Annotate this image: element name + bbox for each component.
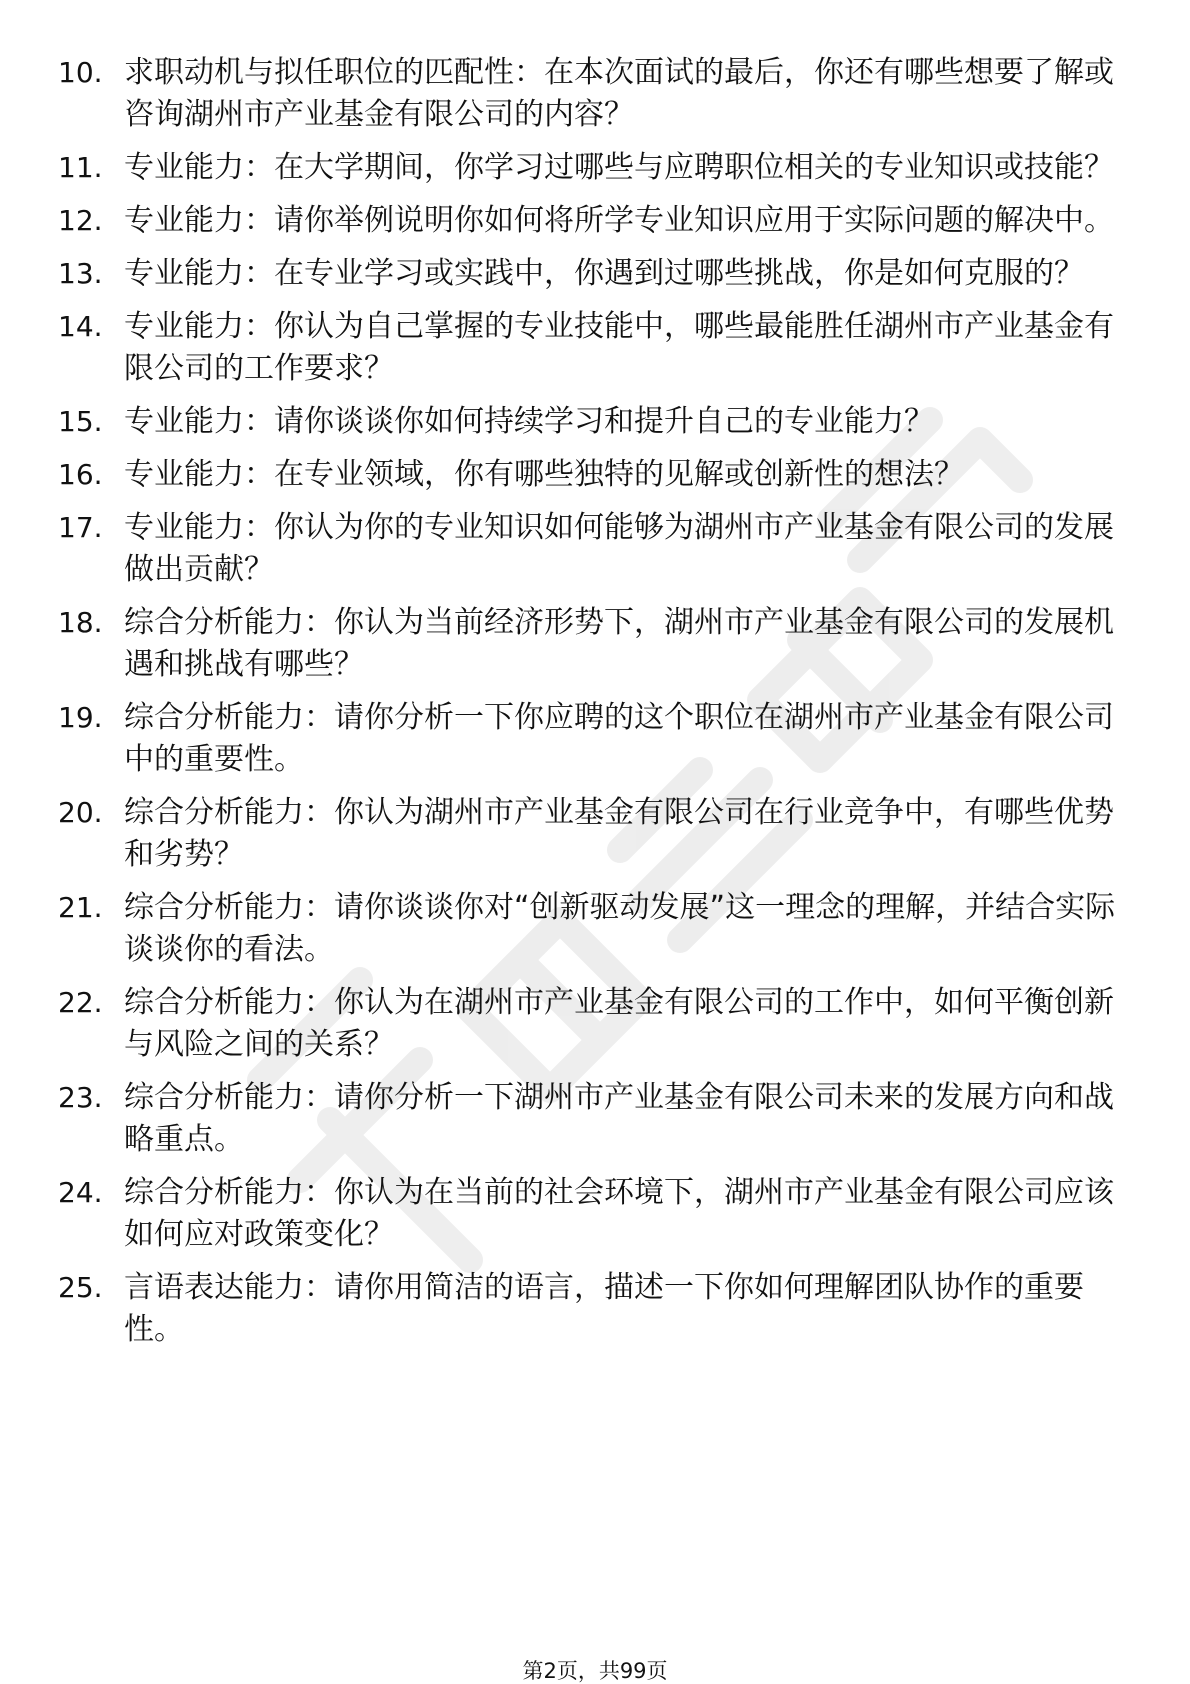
- question-number: 11.: [58, 151, 103, 184]
- question-text: 专业能力：你认为自己掌握的专业技能中，哪些最能胜任湖州市产业基金有限公司的工作要求？: [124, 309, 1114, 386]
- question-text: 综合分析能力：请你分析一下湖州市产业基金有限公司未来的发展方向和战略重点。: [124, 1080, 1114, 1157]
- question-item: [58, 454, 1118, 496]
- question-item: [58, 253, 1118, 295]
- question-number: 17.: [58, 511, 103, 544]
- question-text: 专业能力：你认为你的专业知识如何能够为湖州市产业基金有限公司的发展做出贡献？: [124, 510, 1114, 587]
- question-item: [58, 982, 1118, 1066]
- question-number: 14.: [58, 310, 103, 343]
- question-text: 专业能力：请你举例说明你如何将所学专业知识应用于实际问题的解决中。: [124, 203, 1114, 238]
- question-text: 求职动机与拟任职位的匹配性：在本次面试的最后，你还有哪些想要了解或咨询湖州市产业基金有限公司的内容？: [124, 55, 1114, 132]
- question-number: 16.: [58, 458, 103, 491]
- question-item: [58, 401, 1118, 443]
- question-number: 20.: [58, 796, 103, 829]
- question-item: [58, 306, 1118, 390]
- question-number: 21.: [58, 891, 103, 924]
- question-text: 综合分析能力：你认为当前经济形势下，湖州市产业基金有限公司的发展机遇和挑战有哪些？: [124, 605, 1114, 682]
- question-number: 15.: [58, 405, 103, 438]
- question-item: [58, 792, 1118, 876]
- question-text: 专业能力：请你谈谈你如何持续学习和提升自己的专业能力？: [124, 404, 934, 439]
- question-item: [58, 147, 1118, 189]
- question-number: 23.: [58, 1081, 103, 1114]
- question-item: [58, 200, 1118, 242]
- question-text: 专业能力：在专业领域，你有哪些独特的见解或创新性的想法？: [124, 457, 964, 492]
- question-text: 专业能力：在专业学习或实践中，你遇到过哪些挑战，你是如何克服的？: [124, 256, 1084, 291]
- question-number: 22.: [58, 986, 103, 1019]
- question-text: 言语表达能力：请你用简洁的语言，描述一下你如何理解团队协作的重要性。: [124, 1270, 1084, 1347]
- question-text: 综合分析能力：你认为在当前的社会环境下，湖州市产业基金有限公司应该如何应对政策变化？: [124, 1175, 1114, 1252]
- question-item: [58, 1267, 1118, 1351]
- question-text: 专业能力：在大学期间，你学习过哪些与应聘职位相关的专业知识或技能？: [124, 150, 1114, 185]
- question-text: 综合分析能力：你认为湖州市产业基金有限公司在行业竞争中，有哪些优势和劣势？: [124, 795, 1114, 872]
- question-item: [58, 1172, 1118, 1256]
- question-number: 12.: [58, 204, 103, 237]
- question-text: 综合分析能力：你认为在湖州市产业基金有限公司的工作中，如何平衡创新与风险之间的关系？: [124, 985, 1114, 1062]
- question-text: 综合分析能力：请你谈谈你对“创新驱动发展”这一理念的理解，并结合实际谈谈你的看法。: [124, 890, 1116, 967]
- question-number: 19.: [58, 701, 103, 734]
- question-item: [58, 1077, 1118, 1161]
- question-item: [58, 697, 1118, 781]
- question-number: 25.: [58, 1271, 103, 1304]
- question-list: [58, 52, 1118, 1351]
- page-number: 第2页，共99页: [522, 1659, 668, 1683]
- question-number: 10.: [58, 56, 103, 89]
- question-text: 综合分析能力：请你分析一下你应聘的这个职位在湖州市产业基金有限公司中的重要性。: [124, 700, 1114, 777]
- question-number: 24.: [58, 1176, 103, 1209]
- question-item: [58, 52, 1118, 136]
- question-item: [58, 887, 1118, 971]
- question-number: 13.: [58, 257, 103, 290]
- question-item: [58, 507, 1118, 591]
- question-item: [58, 602, 1118, 686]
- question-number: 18.: [58, 606, 103, 639]
